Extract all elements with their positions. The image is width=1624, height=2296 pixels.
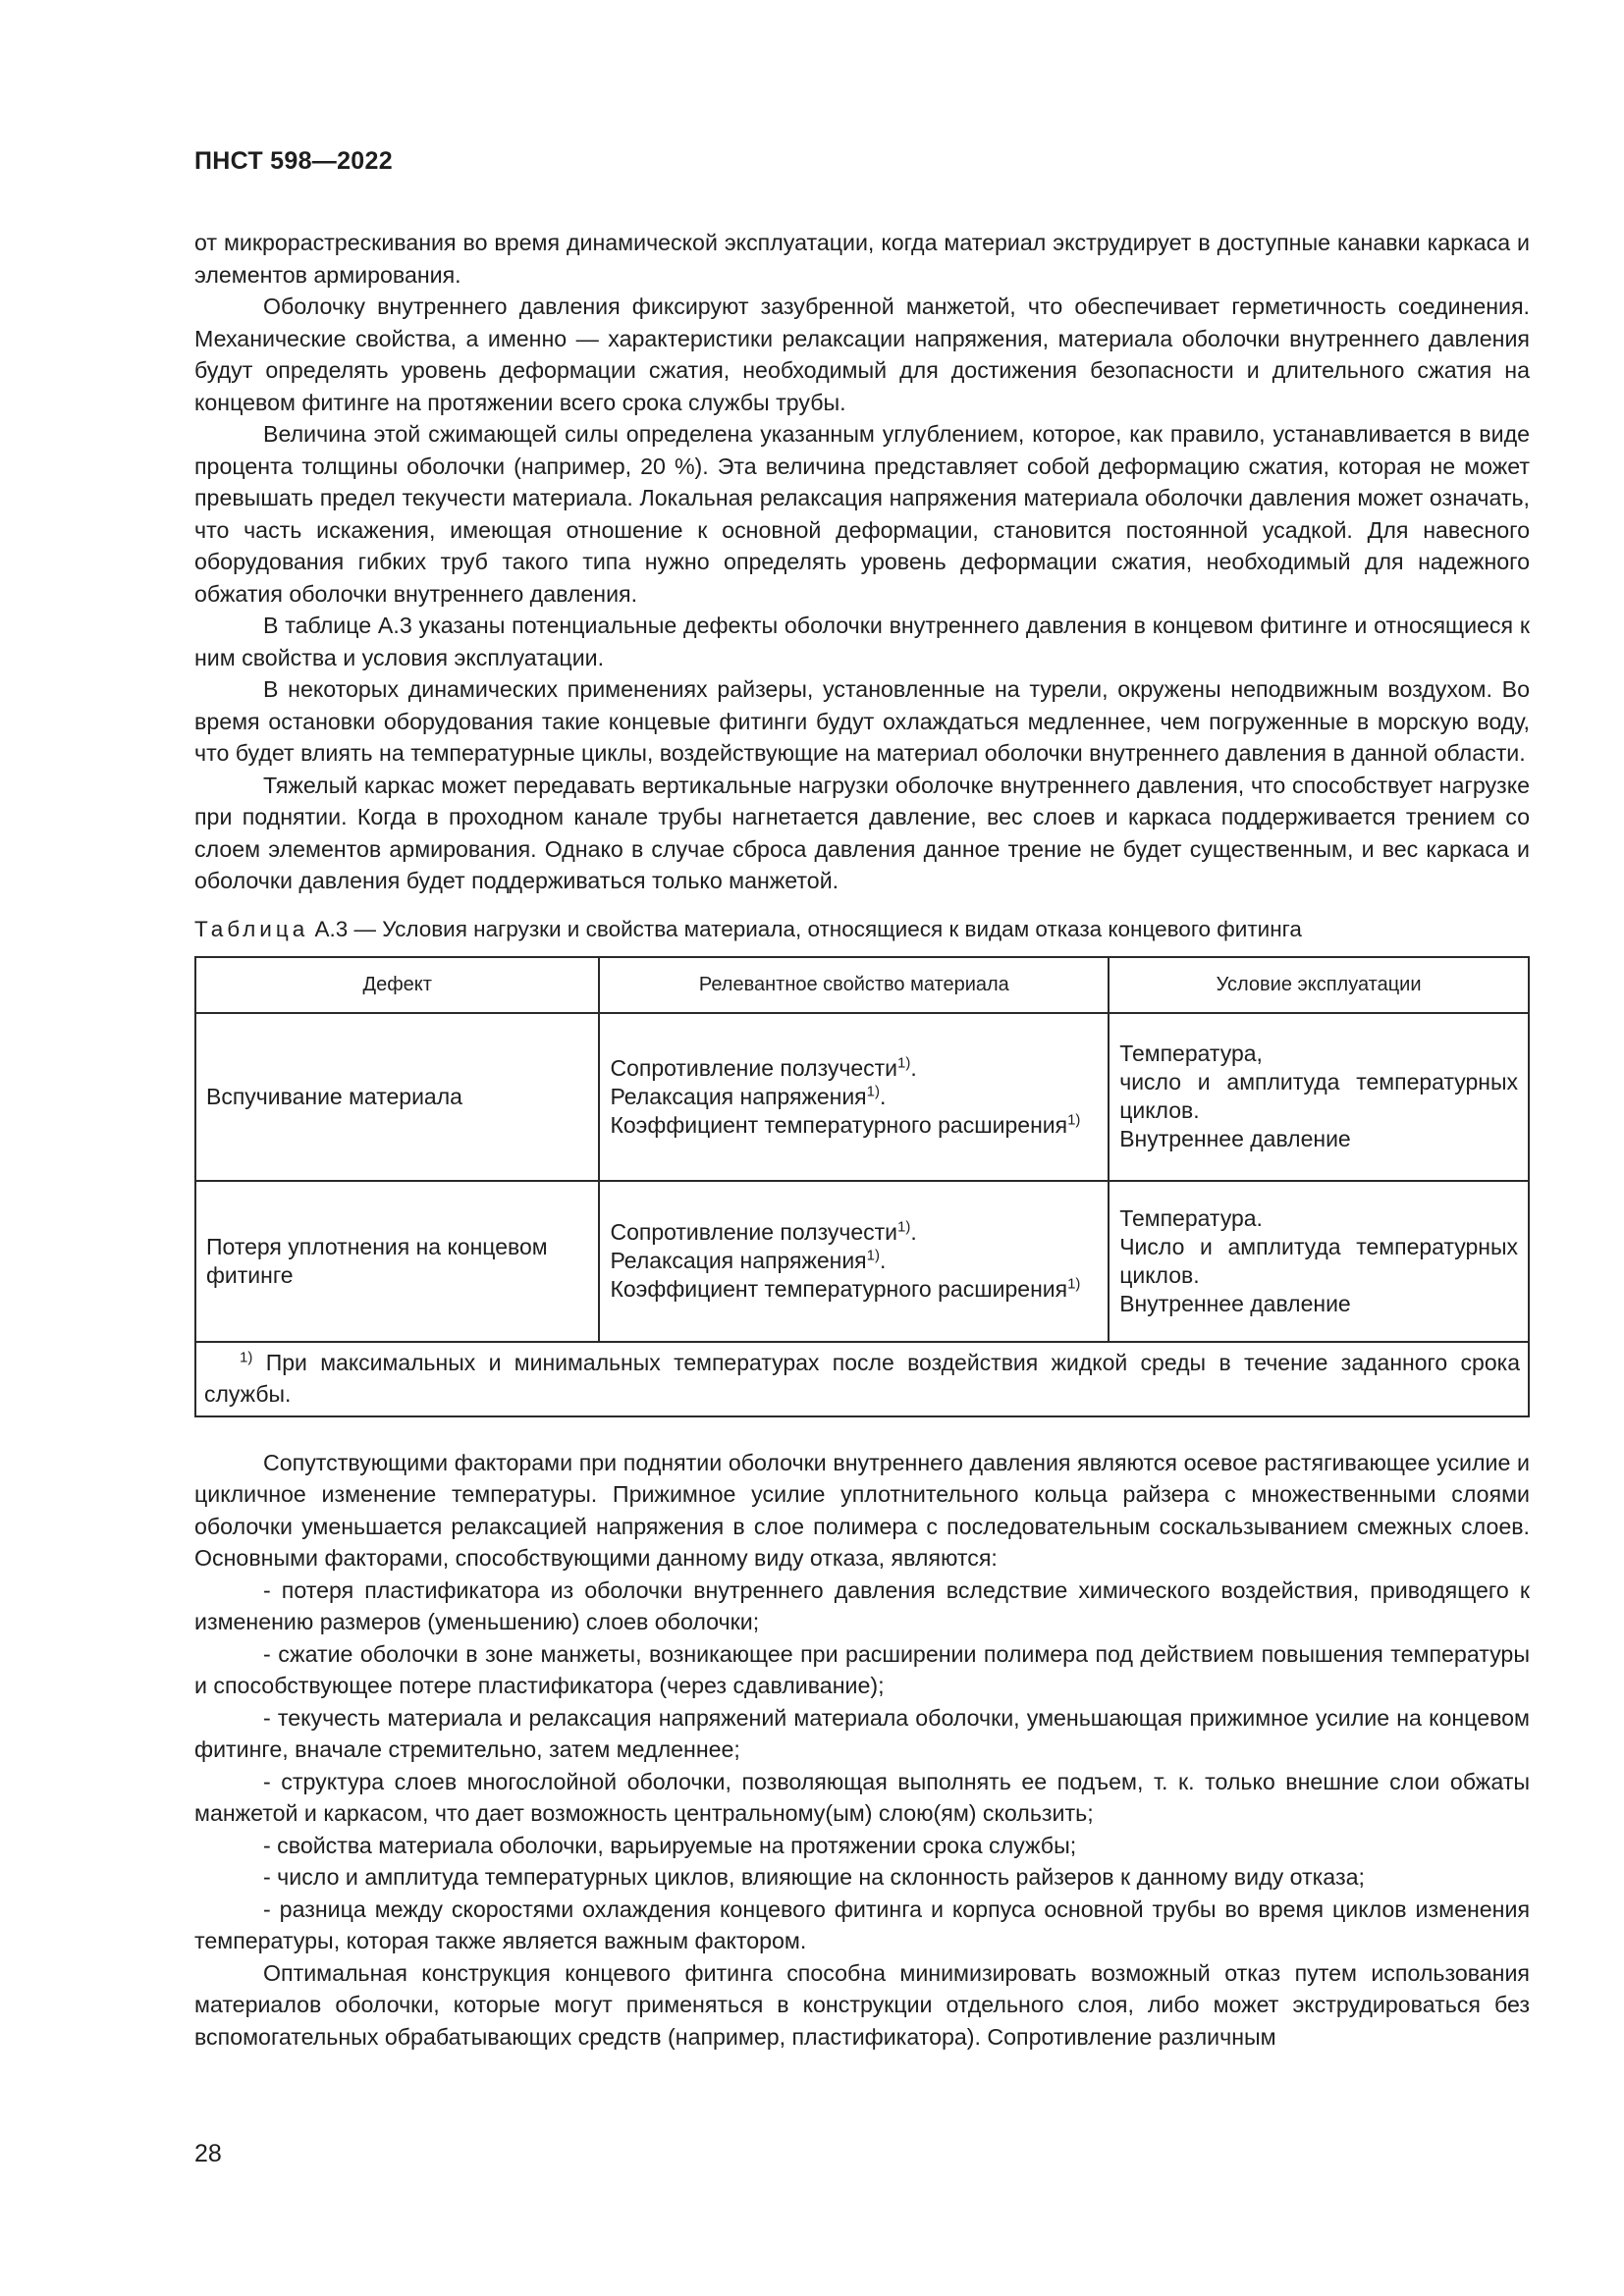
header-defect: Дефект — [195, 957, 599, 1013]
paragraph: Оболочку внутреннего давления фиксируют зазубренной манжетой, что обеспечивает герметичность соединения. Механические свойства, а именно — характеристики релаксации напряжения, материала оболочки внутреннего давления будут определять уровень деформации сжатия, необходимый для достижения безопасности и длительного сжатия на концевом фитинге на протяжении всего срока службы трубы. — [194, 294, 1530, 415]
paragraph: Сопутствующими факторами при поднятии оболочки внутреннего давления являются осевое растягивающее усилие и цикличное изменение температуры. Прижимное усилие уплотнительного кольца райзера с множественными слоями оболочки уменьшается релаксацией напряжения в слое полимера с последовательным соскальзыванием смежных слоев. Основными факторами, способствующими данному виду отказа, являются: — [194, 1449, 1530, 1571]
condition-text: Температура, число и амплитуда температурных циклов. Внутреннее давление — [1119, 1041, 1518, 1151]
document-page — [194, 147, 1530, 2053]
table-caption-text: А.3 — Условия нагрузки и свойства материала, относящиеся к видам отказа концевого фитинга — [314, 916, 1302, 941]
document-id-header: ПНСТ 598—2022 — [194, 147, 393, 175]
list-item: - структура слоев многослойной оболочки, позволяющая выполнять ее подъем, т. к. только внешние слои обжаты манжетой и каркасом, что дает возможность центральному(ым) слою(ям) скользить; — [194, 1768, 1530, 1826]
header-operating-condition: Условие эксплуатации — [1109, 957, 1529, 1013]
cell-operating-condition — [1109, 1181, 1529, 1342]
header-material-property: Релевантное свойство материала — [599, 957, 1109, 1013]
paragraph: Величина этой сжимающей силы определена указанным углублением, которое, как правило, устанавливается в виде процента толщины оболочки (например, 20 %). Эта величина представляет собой деформацию сжатия, которая не может превышать предел текучести материала. Локальная релаксация напряжения материала оболочки давления может означать, что часть искажения, имеющая отношение к основной деформации, становится постоянной усадкой. Для навесного оборудования гибких труб такого типа нужно определять уровень деформации сжатия, необходимый для надежного обжатия оболочки внутреннего давления. — [194, 421, 1530, 607]
table-footnote-row — [195, 1342, 1529, 1416]
cell-defect: Потеря уплотнения на концевом фитинге — [195, 1181, 599, 1342]
property-line: Релаксация напряжения$^{1)}$. — [610, 1082, 887, 1109]
list-item: - разница между скоростями охлаждения концевого фитинга и корпуса основной трубы во время циклов изменения температуры, которая также является важным фактором. — [194, 1896, 1530, 1953]
table-caption-label: Таблица — [194, 916, 309, 941]
paragraph: Тяжелый каркас может передавать вертикальные нагрузки оболочке внутреннего давления, что способствует нагрузке при поднятии. Когда в проходном канале трубы нагнетается давление, вес слоев и каркаса поддерживается трением со слоем элементов армирования. Однако в случае сброса давления данное трение не будет существенным, и вес каркаса и оболочки давления будет поддерживаться только манжетой. — [194, 772, 1530, 893]
list-item: - свойства материала оболочки, варьируемые на протяжении срока службы; — [263, 1832, 1077, 1858]
list-item: - потеря пластификатора из оболочки внутреннего давления вследствие химического воздействия, приводящего к изменению размеров (уменьшению) слоев оболочки; — [194, 1576, 1530, 1634]
defects-table — [194, 956, 1530, 1417]
table-header-row — [195, 957, 1529, 1013]
cell-operating-condition — [1109, 1013, 1529, 1181]
paragraph: Оптимальная конструкция концевого фитинга способна минимизировать возможный отказ путем использования материалов оболочки, которые могут применяться в конструкции отдельного слоя, либо может экструдироваться без вспомогательных обрабатывающих средств (например, пластификатора). Сопротивление различным — [194, 1959, 1530, 2050]
footnote-ref: 1) — [866, 1247, 880, 1264]
list-item: - сжатие оболочки в зоне манжеты, возникающее при расширении полимера под действием повышения температуры и способствующее потере пластификатора (через сдавливание); — [194, 1640, 1530, 1698]
paragraph: В таблице А.3 указаны потенциальные дефекты оболочки внутреннего давления в концевом фитинге и относящиеся к ним свойства и условия эксплуатации. — [194, 613, 1530, 670]
property-line: Коэффициент температурного расширения$^{1)}$ — [610, 1275, 1081, 1302]
condition-text: Температура. Число и амплитуда температурных циклов. Внутреннее давление — [1119, 1204, 1518, 1316]
footnote-ref: 1) — [866, 1082, 880, 1099]
text-before-table — [194, 227, 1530, 897]
cell-material-property — [599, 1181, 1109, 1342]
footnote-ref: 1) — [1067, 1110, 1081, 1128]
property-line: Сопротивление ползучести$^{1)}$. — [610, 1218, 917, 1245]
cell-material-property — [599, 1013, 1109, 1181]
property-line: Релаксация напряжения$^{1)}$. — [610, 1247, 887, 1273]
table-row — [195, 1181, 1529, 1342]
paragraph: от микрорастрескивания во время динамической эксплуатации, когда материал экструдирует в доступные канавки каркаса и элементов армирования. — [194, 230, 1530, 288]
cell-defect: Вспучивание материала — [195, 1013, 599, 1181]
property-line: Коэффициент температурного расширения$^{1)}$ — [610, 1110, 1081, 1138]
list-item: - число и амплитуда температурных циклов, влияющие на склонность райзеров к данному виду отказа; — [263, 1864, 1365, 1890]
table-caption — [194, 917, 1530, 942]
page-number: 28 — [194, 2140, 222, 2167]
property-line: Сопротивление ползучести$^{1)}$. — [610, 1053, 917, 1081]
footnote-mark: 1) — [240, 1348, 253, 1365]
list-item: - текучесть материала и релаксация напряжений материала оболочки, уменьшающая прижимное усилие на концевом фитинге, вначале стремительно, затем медленнее; — [194, 1704, 1530, 1762]
text-after-table — [194, 1447, 1530, 2054]
footnote-ref: 1) — [897, 1053, 911, 1071]
footnote-ref: 1) — [1067, 1275, 1081, 1293]
paragraph: В некоторых динамических применениях райзеры, установленные на турели, окружены неподвижным воздухом. Во время остановки оборудования такие концевые фитинги будут охлаждаться медленнее, чем погруженные в морскую воду, что будет влиять на температурные циклы, воздействующие на материал оболочки внутреннего давления в данной области. — [194, 676, 1530, 766]
table-row — [195, 1013, 1529, 1181]
footnote-ref: 1) — [897, 1218, 911, 1236]
table-footnote: $^{1)}$ При максимальных и минимальных температурах после воздействия жидкой среды в течение заданного срока службы. — [195, 1342, 1529, 1416]
